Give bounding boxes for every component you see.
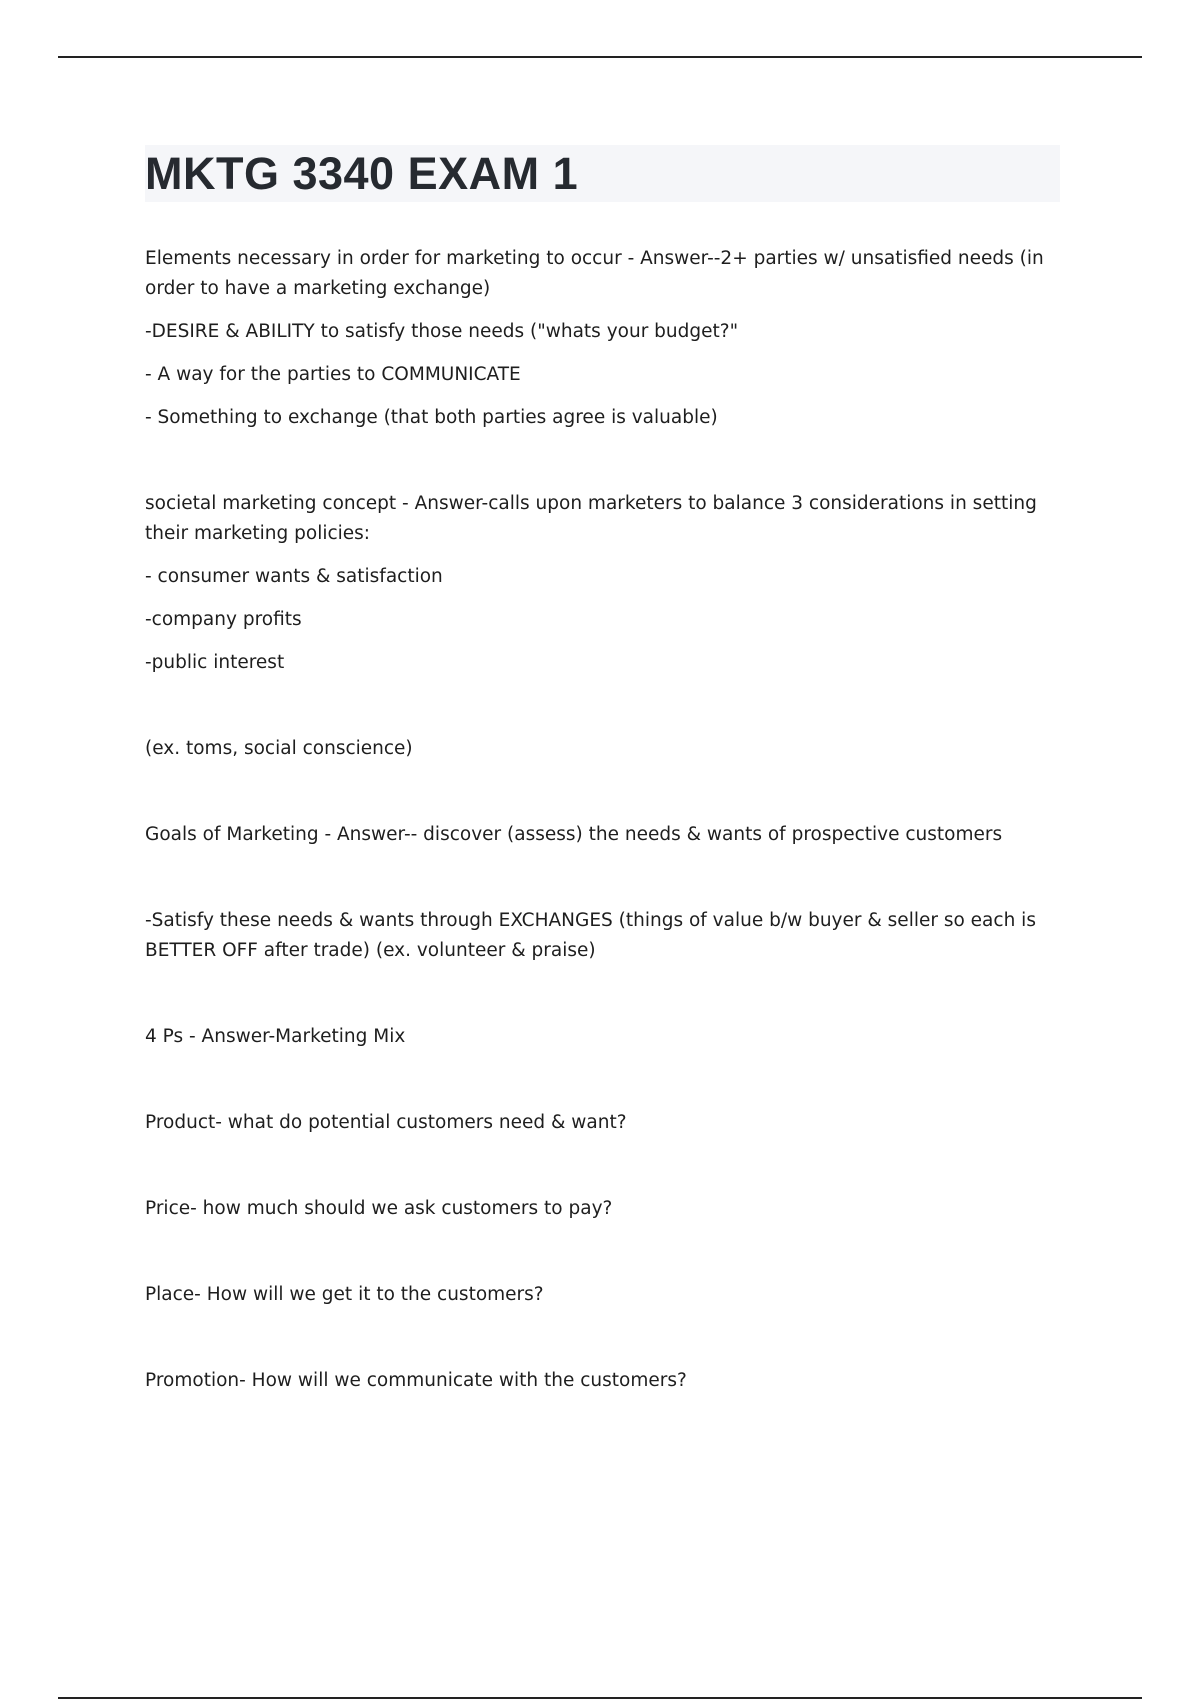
document-body <box>145 145 1060 1409</box>
paragraph: -DESIRE & ABILITY to satisfy those needs ("whats your budget?" <box>145 321 739 342</box>
page-title: MKTG 3340 EXAM 1 <box>145 148 579 199</box>
paragraph: Product- what do potential customers need & want? <box>145 1112 627 1133</box>
paragraph: - consumer wants & satisfaction <box>145 566 443 587</box>
paragraph: Place- How will we get it to the customers? <box>145 1284 544 1305</box>
paragraph: Goals of Marketing - Answer-- discover (assess) the needs & wants of prospective customers <box>145 824 1003 845</box>
spacer <box>145 863 1060 906</box>
paragraph: - Something to exchange (that both parties agree is valuable) <box>145 407 718 428</box>
paragraph: -public interest <box>145 652 285 673</box>
paragraph: Price- how much should we ask customers to pay? <box>145 1198 613 1219</box>
paragraph: Promotion- How will we communicate with the customers? <box>145 1370 687 1391</box>
paragraph: societal marketing concept - Answer-calls upon marketers to balance 3 considerations in setting their marketing policies: <box>145 493 1043 544</box>
title-banner <box>145 145 1060 202</box>
spacer <box>145 1323 1060 1366</box>
spacer <box>145 777 1060 820</box>
spacer <box>145 1065 1060 1108</box>
paragraph: Elements necessary in order for marketing to occur - Answer--2+ parties w/ unsatisfied needs (in order to have a marketing exchange) <box>145 248 1050 299</box>
top-rule <box>58 56 1142 58</box>
spacer <box>145 691 1060 734</box>
spacer <box>145 1151 1060 1194</box>
bottom-rule <box>58 1697 1142 1699</box>
spacer <box>145 1237 1060 1280</box>
paragraph: (ex. toms, social conscience) <box>145 738 413 759</box>
paragraph: -company profits <box>145 609 302 630</box>
spacer <box>145 446 1060 489</box>
spacer <box>145 979 1060 1022</box>
paragraph: -Satisfy these needs & wants through EXCHANGES (things of value b/w buyer & seller so each is BETTER OFF after trade) (ex. volunteer & praise) <box>145 910 1042 961</box>
paragraph: 4 Ps - Answer-Marketing Mix <box>145 1026 406 1047</box>
paragraph: - A way for the parties to COMMUNICATE <box>145 364 521 385</box>
